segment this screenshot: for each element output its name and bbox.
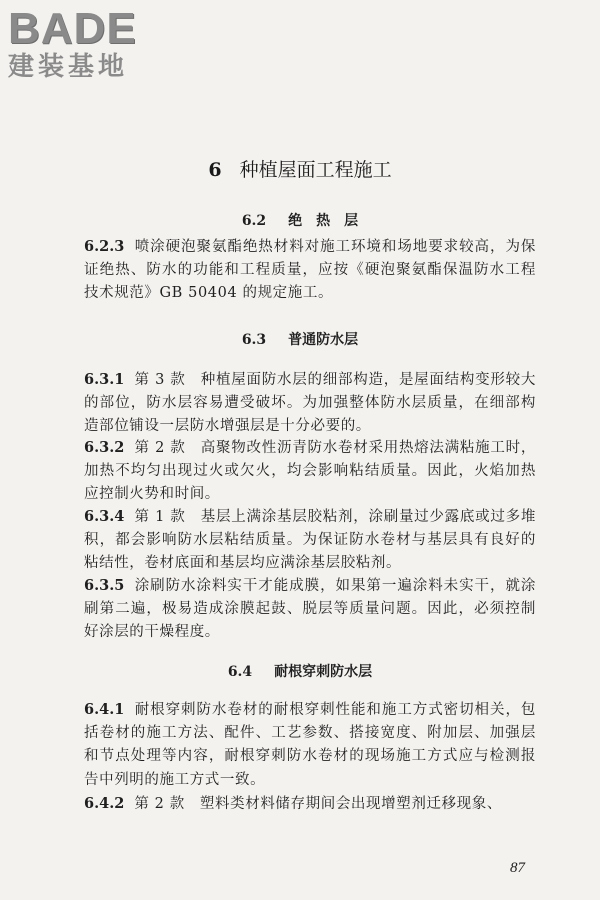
- page-number: 87: [510, 860, 525, 876]
- section-title: 普通防水层: [288, 332, 359, 348]
- paragraph-text: 喷涂硬泡聚氨酯绝热材料对施工环境和场地要求较高，为保证绝热、防水的功能和工程质量，应按《硬泡聚氨酯保温防水工程技术规范》GB 50404 的规定施工。: [84, 239, 536, 302]
- section-heading: [0, 662, 600, 682]
- paragraph: [84, 436, 536, 507]
- paragraph-number: 6.4.2: [84, 795, 125, 812]
- paragraph-text: 涂刷防水涂料实干才能成膜，如果第一遍涂料未实干，就涂刷第二遍，极易造成涂膜起鼓、脱层等质量问题。因此，必须控制好涂层的干燥程度。: [84, 578, 536, 641]
- chapter-title: 种植屋面工程施工: [239, 159, 392, 181]
- paragraph: [84, 698, 536, 792]
- paragraph: [84, 505, 536, 576]
- paragraph-number: 6.3.1: [84, 371, 125, 388]
- logo-subtitle: 建装基地: [8, 52, 129, 82]
- section-number: 6.4: [227, 664, 253, 680]
- section-heading: [0, 211, 600, 231]
- section-number: 6.2: [241, 213, 267, 229]
- paragraph: [84, 792, 536, 816]
- paragraph-text: 第 2 款 塑料类材料储存期间会出现增塑剂迁移现象、: [134, 796, 502, 812]
- paragraph-number: 6.4.1: [84, 701, 125, 718]
- paragraph: [84, 574, 536, 645]
- chapter-number: 6: [208, 159, 222, 181]
- section-number: 6.3: [241, 332, 267, 348]
- paragraph-number: 6.3.2: [84, 439, 125, 456]
- paragraph-text: 耐根穿刺防水卷材的耐根穿刺性能和施工方式密切相关，包括卷材的施工方法、配件、工艺参数、搭接宽度、附加层、加强层和节点处理等内容，耐根穿刺防水卷材的现场施工方式应与检测报告中列明的施工方式一致。: [84, 702, 536, 788]
- paragraph-text: 第 2 款 高聚物改性沥青防水卷材采用热熔法满粘施工时，加热不均匀出现过火或欠火，均会影响粘结质量。因此，火焰加热应控制火势和时间。: [84, 440, 536, 503]
- paragraph-text: 第 1 款 基层上满涂基层胶粘剂，涂刷量过少露底或过多堆积，都会影响防水层粘结质量。为保证防水卷材与基层具有良好的粘结性，卷材底面和基层均应满涂基层胶粘剂。: [84, 509, 536, 572]
- logo: [8, 6, 183, 82]
- paragraph-number: 6.3.5: [84, 577, 125, 594]
- paragraph-number: 6.3.4: [84, 508, 125, 525]
- paragraph-number: 6.2.3: [84, 238, 125, 255]
- paragraph: [84, 368, 536, 439]
- chapter-heading: [0, 157, 600, 183]
- section-title: 耐根穿刺防水层: [274, 664, 373, 680]
- paragraph-text: 第 3 款 种植屋面防水层的细部构造，是屋面结构变形较大的部位，防水层容易遭受破坏。为加强整体防水层质量，在细部构造部位铺设一层防水增强层是十分必要的。: [84, 372, 536, 435]
- section-title: 绝 热 层: [288, 213, 359, 229]
- logo-wordmark: BADE: [8, 4, 137, 53]
- section-heading: [0, 330, 600, 350]
- paragraph: [84, 235, 536, 306]
